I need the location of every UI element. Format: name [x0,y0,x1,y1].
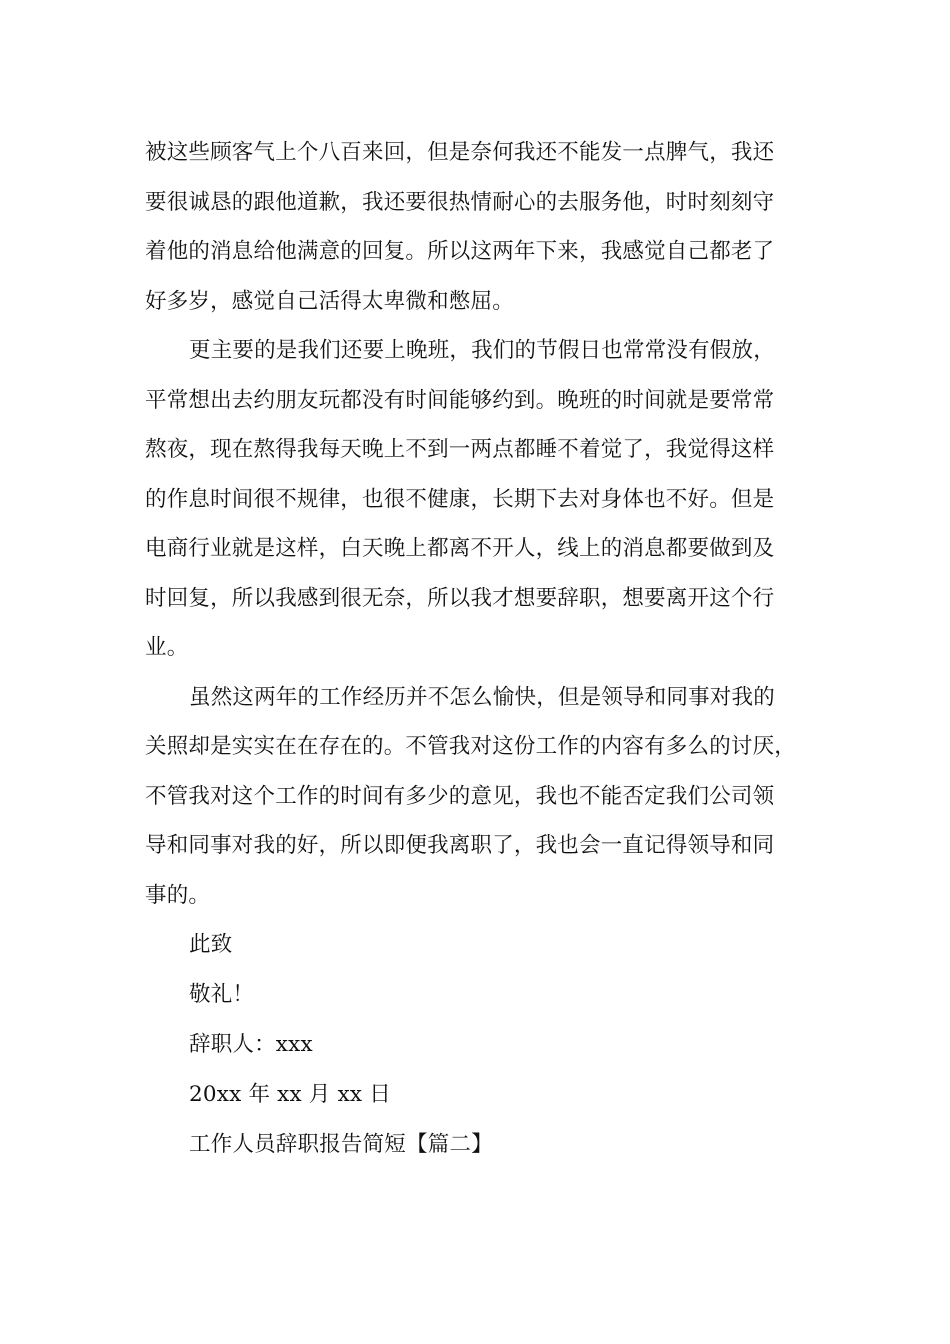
paragraph-2 [145,326,810,673]
text-line: 导和同事对我的好，所以即便我离职了，我也会一直记得领导和同 [145,833,775,858]
text-line: 着他的消息给他满意的回复。所以这两年下来，我感觉自己都老了 [145,239,775,264]
text-line: 好多岁，感觉自己活得太卑微和憋屈。 [145,288,514,314]
paragraph-3 [145,673,810,921]
text-line: 要很诚恳的跟他道歉，我还要很热情耐心的去服务他，时时刻刻守 [145,189,775,215]
text-line: 电商行业就是这样，白天晚上都离不开人，线上的消息都要做到及 [145,536,775,561]
paragraph-1 [145,128,810,326]
next-section-title: 工作人员辞职报告简短【篇二】 [189,1132,493,1157]
text-line: 被这些顾客气上个八百来回，但是奈何我还不能发一点脾气，我还 [145,140,775,165]
date: 20xx 年 xx 月 xx 日 [189,1082,391,1107]
document-body [145,128,810,1170]
salutation: 此致 [189,932,233,957]
text-line: 事的。 [145,882,211,908]
text-line: 熬夜，现在熬得我每天晚上不到一两点都睡不着觉了，我觉得这样 [145,437,775,462]
signer: 辞职人：xxx [189,1032,313,1057]
text-line: 虽然这两年的工作经历并不怎么愉快，但是领导和同事对我的 [189,684,775,710]
text-line: 平常想出去约朋友玩都没有时间能够约到。晚班的时间就是要常常 [145,387,775,413]
text-line: 时回复，所以我感到很无奈，所以我才想要辞职，想要离开这个行 [145,585,775,611]
text-line: 不管我对这个工作的时间有多少的意见，我也不能否定我们公司领 [145,783,775,809]
text-line: 的作息时间很不规律，也很不健康，长期下去对身体也不好。但是 [145,486,775,512]
text-line: 关照却是实实在在存在的。不管我对这份工作的内容有多么的讨厌， [145,734,797,759]
regards: 敬礼！ [189,982,255,1007]
text-line: 更主要的是我们还要上晚班，我们的节假日也常常没有假放， [189,338,775,363]
text-line: 业。 [145,635,189,660]
letter-closing [145,920,810,1170]
